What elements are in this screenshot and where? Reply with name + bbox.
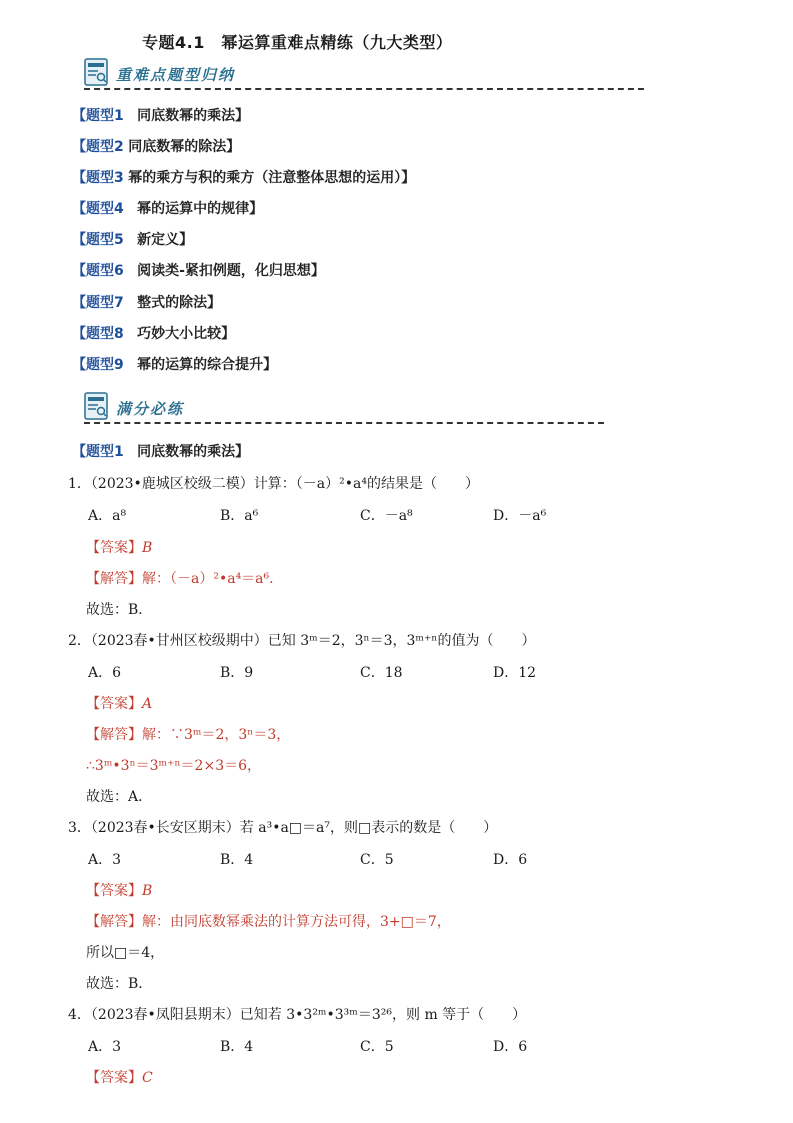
- type-list: [72, 105, 415, 385]
- type-title: 幂的运算的综合提升】: [137, 356, 278, 373]
- solution-label: 【解答】: [86, 727, 142, 743]
- type-title: 同底数幂的除法】: [128, 139, 241, 156]
- answer-line: [86, 1067, 153, 1087]
- solution-text: 解：∵3ᵐ＝2，3ⁿ＝3，: [142, 727, 291, 743]
- option-b[interactable]: B．9: [220, 665, 254, 681]
- type-item[interactable]: [72, 136, 415, 167]
- section-heading: [72, 441, 249, 461]
- type-tag: 【题型2: [72, 139, 124, 156]
- option-a[interactable]: A．a⁸: [88, 508, 127, 524]
- type-tag: 【题型8: [72, 325, 124, 342]
- option-c[interactable]: C．－a⁸: [360, 508, 413, 524]
- conclusion-line: 故选：B．: [86, 602, 153, 618]
- solution-step: ∴3ᵐ•3ⁿ＝3ᵐ⁺ⁿ＝2×3＝6，: [86, 758, 262, 774]
- question-stem: 3．（2023春•长安区期末）若 a³•a□＝a⁷，则□表示的数是（ ）: [68, 820, 498, 836]
- option-b[interactable]: B．4: [220, 852, 254, 868]
- answer-line: [86, 880, 152, 900]
- type-tag: 【题型9: [72, 356, 124, 373]
- type-title: 巧妙大小比较】: [137, 325, 236, 342]
- answer-value: B: [142, 540, 153, 556]
- solution-line: [86, 911, 451, 931]
- type-tag: 【题型6: [72, 263, 124, 280]
- solution-line: [86, 724, 290, 744]
- type-item[interactable]: [72, 292, 415, 323]
- option-b[interactable]: B．a⁶: [220, 508, 259, 524]
- question-stem: 2．（2023春•甘州区校级期中）已知 3ᵐ＝2，3ⁿ＝3，3ᵐ⁺ⁿ的值为（ ）: [68, 633, 536, 649]
- option-b[interactable]: B．4: [220, 1039, 254, 1055]
- type-item[interactable]: [72, 167, 415, 198]
- type-tag: 【题型1: [72, 108, 124, 124]
- answer-line: [86, 693, 152, 713]
- type-title: 幂的乘方与积的乘方（注意整体思想的运用）】: [128, 170, 416, 187]
- answer-line: [86, 537, 152, 557]
- question-stem: 4．（2023春•凤阳县期末）已知若 3•3²ᵐ•3³ᵐ＝3²⁶，则 m 等于（ ）: [68, 1007, 527, 1023]
- solution-label: 【解答】: [86, 571, 142, 587]
- option-c[interactable]: C．5: [360, 852, 394, 868]
- banner-label: 重难点题型归纳: [116, 66, 236, 84]
- solution-text: 解：由同底数幂乘法的计算方法可得，3+□＝7，: [142, 914, 451, 930]
- option-d[interactable]: D．6: [493, 1039, 528, 1055]
- answer-label: 【答案】: [86, 540, 142, 556]
- answer-value: A: [142, 696, 153, 712]
- solution-text: 解：（－a）²•a⁴＝a⁶．: [142, 571, 284, 587]
- option-a[interactable]: A．3: [88, 852, 122, 868]
- option-c[interactable]: C．5: [360, 1039, 394, 1055]
- banner-label: 满分必练: [116, 400, 185, 418]
- solution-line: [86, 568, 283, 588]
- type-tag: 【题型4: [72, 201, 124, 218]
- answer-label: 【答案】: [86, 696, 142, 712]
- dashed-divider: [84, 88, 644, 90]
- conclusion-line: 故选：B．: [86, 976, 153, 992]
- document-search-icon: [84, 392, 110, 420]
- answer-value: B: [142, 883, 153, 899]
- type-title: 同底数幂的乘法】: [137, 108, 250, 124]
- type-tag: 【题型1: [72, 444, 124, 460]
- type-item[interactable]: [72, 323, 415, 354]
- type-item[interactable]: [72, 354, 415, 385]
- answer-label: 【答案】: [86, 883, 142, 899]
- type-title: 幂的运算中的规律】: [137, 201, 264, 218]
- answer-value: C: [142, 1070, 153, 1086]
- conclusion-line: 故选：A．: [86, 789, 153, 805]
- section-banner-practice: [84, 392, 604, 426]
- type-title: 同底数幂的乘法】: [137, 444, 250, 460]
- type-item[interactable]: [72, 229, 415, 260]
- type-title: 整式的除法】: [137, 294, 222, 311]
- option-c[interactable]: C．18: [360, 665, 403, 681]
- option-d[interactable]: D．－a⁶: [493, 508, 547, 524]
- option-d[interactable]: D．6: [493, 852, 528, 868]
- question-stem: 1．（2023•鹿城区校级二模）计算：（－a）²•a⁴的结果是（ ）: [68, 476, 479, 492]
- page-title: 专题4.1 幂运算重难点精练（九大类型）: [142, 33, 453, 52]
- type-tag: 【题型5: [72, 232, 124, 249]
- type-title: 新定义】: [137, 232, 194, 249]
- option-d[interactable]: D．12: [493, 665, 537, 681]
- section-banner-types: [84, 58, 644, 92]
- dashed-divider: [84, 422, 604, 424]
- solution-step: 所以□＝4，: [86, 945, 165, 961]
- type-item[interactable]: [72, 260, 415, 291]
- option-a[interactable]: A．6: [88, 665, 122, 681]
- type-item[interactable]: [72, 105, 415, 136]
- option-a[interactable]: A．3: [88, 1039, 122, 1055]
- type-item[interactable]: [72, 198, 415, 229]
- type-tag: 【题型3: [72, 170, 124, 187]
- type-title: 阅读类-紧扣例题，化归思想】: [137, 263, 325, 280]
- answer-label: 【答案】: [86, 1070, 142, 1086]
- type-tag: 【题型7: [72, 294, 124, 311]
- document-search-icon: [84, 58, 110, 86]
- solution-label: 【解答】: [86, 914, 142, 930]
